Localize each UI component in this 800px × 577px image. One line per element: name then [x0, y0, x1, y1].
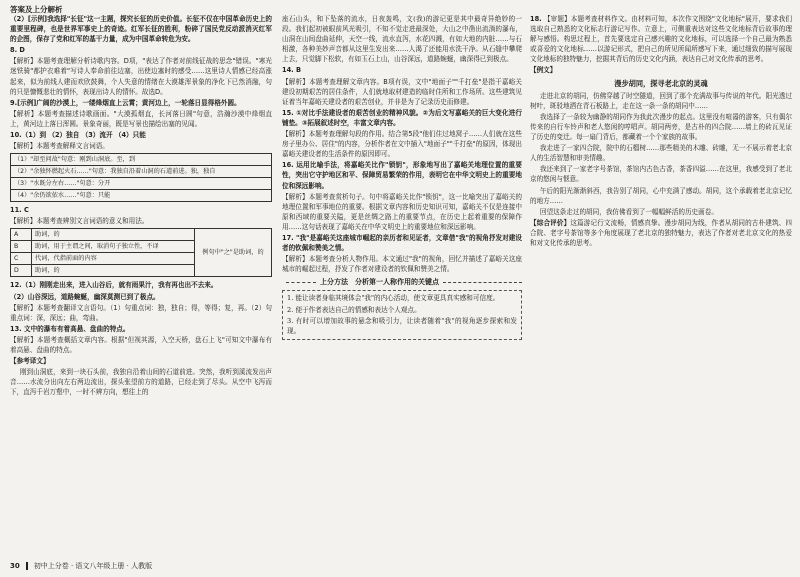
vocab-row: （1）"却至问故"句意：刚到山洞底。至，到	[11, 154, 272, 166]
question-12-answer-2: （2）山谷深远，道路蜿蜒，幽深莫测已到了极点。	[10, 292, 160, 301]
question-17-answer: 17. "我"是嘉峪关这座城市崛起的亲历者和见证者，文章借"我"的视角抒发对建设者的钦佩和赞美之情。	[282, 233, 522, 253]
method-item: 1. 能让读者身临其境体会"我"的内心活动，使文章更具真实感和可信度。	[287, 294, 500, 303]
footer-divider	[26, 562, 28, 570]
paragraph-long-march: （2）[示例]我选择"长征"这一主题，探究长征的历史价值。长征不仅在中国革命历史上的重要里程碑，也是世界军事史上的奇迹。红军长征的胜利，粉碎了国民党反动派消灭红军的企图，保存了党和红军的基干力量，成为中国革命转危为安。	[10, 15, 272, 44]
question-11-answer: 11. C	[10, 206, 29, 215]
page-footer	[10, 561, 152, 571]
book-title: 初中上分卷 · 语文八年级上册 · 人教版	[33, 562, 153, 570]
vocab-table	[10, 153, 272, 202]
usage-option: D	[11, 265, 32, 277]
question-16-answer: 16. 运用比喻手法，将嘉峪关比作"锁钥"，形象地写出了嘉峪关地理位置的重要性，突出它守护地区和平、保障贸易繁荣的作用，表明它在中华文明史上的重要地位和深远影响。	[282, 161, 522, 190]
translation-continued: 座石山头，和下坠落的流水，日夜轰鸣，文(我)的游记更是其中最奇异绝妙的一段。我们起初被眼前风光吸引，不知不觉走进最深处，大山之中凿出流淌的瀑布，山洞在山间盘曲延伸，天空一线，流水直泻，水花四溅，有如大地的内脏……与石相激，各种美妙声音都从这里生发出来……人渴了还能用水洗干净。从石缝中攀爬上去，只觉脚下松软，有如玉石上山，山谷深远，道路蜿蜒，幽深得已到极点。	[282, 15, 522, 64]
question-16-analysis: 【解析】本题考查赏析句子。句中将嘉峪关比作"锁钥"，这一比喻突出了嘉峪关的地理位置和军事地位的重要。根据文章内容和历史知识可知，嘉峪关不仅是连接中原和西域的重要关隘，更是丝绸之路上的重要节点，在历史上起着重要的保障作用……这句话表现了嘉峪关在中华文明史上的重要地位和深远影响。	[282, 192, 522, 231]
question-9-analysis: 【解析】本题考查描述诗歌画面。"大漠孤烟直，长河落日圆"句意，浩瀚沙漠中烽烟直上，黄河边上落日浑圆。景象奇丽，既是写景也描绘出塞的见闻。	[10, 109, 272, 128]
question-11-analysis: 【解析】本题考查辨别文言词语的意义和用法。	[10, 217, 149, 226]
question-8-answer: 8. D	[10, 46, 25, 55]
column-left	[10, 14, 272, 398]
question-12-analysis: 【解析】本题考查翻译文言语句。（1）句重点词：独，独自；得，等得；复，再。（2）句重点词：深，深远；曲，弯曲。	[10, 303, 272, 322]
question-18-number: 18.	[530, 15, 542, 23]
essay-paragraph: 走进北京的胡同，仿佛穿越了时空隧道，回到了那个充满故事与传说的年代。阳光透过树叶，斑驳地洒在青石板路上，走在这一条一条的胡同中……	[530, 91, 792, 110]
essay-paragraph: 我选择了一条较为幽静的胡同作为我此次漫步的起点。这里没有喧嚣的游客，只有偶尔传来的自行车铃声和老人悠闲的哼唱声。胡同两旁，是古朴的四合院……墙上的砖瓦见证了历史的变迁。每一扇门背后，都藏着一个个家族的故事。	[530, 112, 792, 142]
comment-label: 【综合评价】	[530, 218, 571, 227]
question-14-answer: 14. B	[282, 66, 302, 75]
question-18-analysis: 【审题】本题考查材料作文。由材料可知，本次作文围绕"文化地标"展开，要求我们选取自己熟悉的文化标志行游记写作。立意上，可侧重表达对这些文化地标背后故事的理解与感悟。构思过程上，首先要选定自己感兴趣的文化地标，可以选择一个自己最为熟悉或喜爱的文化地标……以游记形式，把自己的所见所闻所感写下来，通过细致的描写展现文化地标的独特魅力，挖掘其背后的历史文化内涵，表达自己对文化传承的思考。	[530, 15, 792, 64]
essay-title: 漫步胡同，探寻老北京的灵魂	[614, 78, 708, 88]
question-12-answer: 12.（1）刚刚走出来，进入山谷后，就有雨果汁，我有再也出不去来。	[10, 281, 218, 290]
question-8-analysis: 【解析】本题考查理解分析诗歌内容。D项，"表达了作者对前线征战的思念"错误。"寒光迷铁骑"都护衣难着"写诗人奉命前往边塞，出使边塞时的感受……这里诗人情感已经高涨起来，似为前线人建而欢欣鼓舞，个人失意的情绪在大漠雄浑景象的净化下已然消融，句的只是慷慨悲壮的情怀，表现出诗人的情怀。故选D。	[10, 57, 272, 96]
question-15-analysis: 【解析】本题考查理解句段的作用。结合第5段"他们住过地窝子……人们就在这些房子里办公、居住"的内容，分析作者在文中插入"地面子""千打垒"的原因，体现出嘉峪关建设者的生活条件的原因即可。	[282, 130, 522, 159]
comment-text: 这篇游记行文流畅，情感真挚。漫步胡同为线，作者从胡同的古朴建筑、四合院、老字号茶馆等多个角度展现了老北京的独特魅力，表达了作者对老北京文化的热爱和对文化传承的思考。	[530, 218, 792, 247]
question-13-answer: 13. 文中的瀑布有着高悬、盘曲的特点。	[10, 324, 130, 333]
method-section-header	[282, 277, 522, 287]
usage-option: C	[11, 253, 32, 265]
usage-option: B	[11, 241, 32, 253]
page-number: 30	[10, 562, 20, 570]
question-17-analysis: 【解析】本题考查分析人物作用。本文通过"我"的视角，回忆并描述了嘉峪关这座城市的崛起过程，抒发了作者对建设者的钦佩和赞美之情。	[282, 255, 522, 274]
usage-note: 例句中"之"是助词，的	[195, 229, 272, 277]
usage-meaning: 代词，代指前面的内容	[32, 253, 195, 265]
method-box	[282, 290, 522, 339]
column-middle	[282, 14, 522, 342]
essay-paragraph: 我走进了一家四合院，院中的石榴树……那些精美的木雕、砖雕，无一不展示着老北京人的生活智慧和审美情趣。	[530, 144, 792, 163]
essay-paragraph: 回望这条走过的胡同，我仿佛看到了一幅幅鲜活的历史画卷。	[539, 207, 718, 216]
column-right	[530, 14, 792, 249]
question-10-answer: 10.（1）到 （2）独自 （3）流开 （4）只能	[10, 131, 146, 140]
essay-paragraph: 午后的阳光渐渐斜西，我告别了胡同，心中充满了感动。胡同，这个承载着老北京记忆的地方……	[530, 186, 792, 205]
method-section-title: 上分方法 分析第一人称作用的关键点	[320, 278, 439, 287]
vocab-row: （3）"水既分左右……"句意：分开	[11, 178, 272, 190]
essay-paragraph: 我还来到了一家老字号茶馆，茶馆内古色古香，茶香四溢……在这里，我感受到了老北京的悠闲与惬意。	[530, 165, 792, 184]
usage-meaning: 助词，用于主谓之间，取消句子独立性，不译	[32, 241, 195, 253]
example-label: 【例文】	[530, 66, 557, 75]
reference-translation: 刚到山洞底，来到一块石头前，我独自沿着山间的石道前进。突然，我听到溪流发出声音……水流分出向左右两边流出，探头张望前方的道路，已经走到了尽头。从空中飞泻而下，直泻千岩万壑中，一时不辨方向，想往上的	[10, 368, 272, 397]
header-label: 答案及上分解析	[10, 5, 63, 14]
usage-meaning: 助词，的	[32, 229, 195, 241]
question-10-analysis: 【解析】本题考查解释文言词语。	[10, 142, 109, 151]
usage-table	[10, 228, 272, 277]
usage-meaning: 助词，的	[32, 265, 195, 277]
method-item: 3. 有时可以增加故事的悬念和吸引力，让读者随着"我"的视角逐步探索和发现。	[287, 316, 517, 335]
question-15-answer: 15. ①对比手法建设者的艰苦创业的精神风貌。②为后文写嘉峪关的巨大变化进行铺垫。③拓展叙述时空，丰富文章内容。	[282, 108, 522, 127]
usage-option: A	[11, 229, 32, 241]
method-item: 2. 便于作者表达自己的情感和表达个人观点。	[287, 305, 421, 314]
vocab-row: （4）"余仍欲依水……"句意：只能	[11, 190, 272, 202]
question-14-analysis: 【解析】本题考查理解文章内容。B项有误，文中"地面子""千打垒"是指干嘉峪关建设初期艰苦的居住条件，人们就地取材建造的临时住所和工作场所。这些建筑见证着当年嘉峪关建设者的艰苦创业，并非是为了记录历史而修建。	[282, 77, 522, 106]
reference-translation-title: 【参考译文】	[10, 357, 50, 366]
question-13-analysis: 【解析】本题考查概括文章内容。根据"但视其源，入空天桥，盘石上飞"可知文中瀑布有着高悬、盘曲的特点。	[10, 335, 272, 354]
question-9-answer: 9.[示例]广阔的沙漠上，一缕烽烟直上云霄；黄河边上，一轮落日显得格外圆。	[10, 98, 241, 107]
vocab-row: （2）"余独怀燃起火石……"句意：我独自沿着山洞的石道前进。独，独自	[11, 166, 272, 178]
